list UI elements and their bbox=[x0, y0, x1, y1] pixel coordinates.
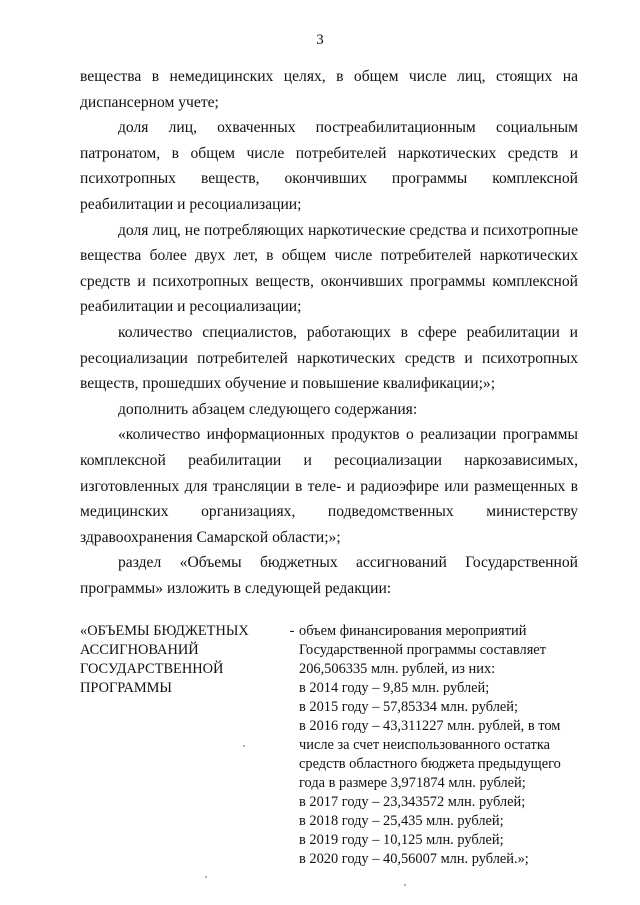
paragraph-3: доля лиц, не потребляющих наркотические средства и психотропные вещества более двух лет, в общем числе потребителей наркотических средств и психотропных веществ, окончивших программы комплексной реабилитации и ресоциализации; bbox=[80, 221, 578, 316]
budget-line: года в размере 3,971874 млн. рублей; bbox=[299, 775, 526, 791]
body-text bbox=[80, 64, 578, 601]
scan-speck bbox=[205, 876, 207, 878]
scan-speck bbox=[404, 884, 406, 886]
budget-line: в 2017 году – 23,343572 млн. рублей; bbox=[299, 794, 526, 810]
budget-title-line: ПРОГРАММЫ bbox=[80, 680, 172, 696]
paragraph-5: дополнить абзацем следующего содержания: bbox=[118, 400, 418, 418]
paragraph-1: вещества в немедицинских целях, в общем числе лиц, стоящих на диспансерном учете; bbox=[80, 68, 578, 111]
budget-line: Государственной программы составляет bbox=[299, 642, 546, 658]
paragraph-2: доля лиц, охваченных постреабилитационным социальным патронатом, в общем числе потребителей наркотических средств и психотропных веществ, окончивших программы комплексной реабилитации и ресоциализации; bbox=[80, 119, 578, 213]
budget-details bbox=[299, 622, 578, 869]
budget-line: числе за счет неиспользованного остатка bbox=[299, 737, 550, 753]
budget-line: в 2016 году – 43,311227 млн. рублей, в том bbox=[299, 718, 561, 734]
budget-dash: - bbox=[289, 623, 295, 639]
budget-title-line: «ОБЪЕМЫ БЮДЖЕТНЫХ bbox=[80, 623, 249, 639]
budget-line: в 2020 году – 40,56007 млн. рублей.»; bbox=[299, 851, 529, 867]
paragraph-6: «количество информационных продуктов о реализации программы комплексной реабилитации и ресоциализации наркозависимых, изготовленных для трансляции в теле- и радиоэфире или размещенных в медицинских организациях, подведомственных министерству здравоохранения Самарской области;»; bbox=[80, 426, 578, 546]
budget-line: 206,506335 млн. рублей, из них: bbox=[299, 661, 496, 677]
scan-speck bbox=[243, 745, 245, 747]
page-number: 3 bbox=[316, 32, 324, 48]
budget-line: объем финансирования мероприятий bbox=[299, 623, 527, 639]
budget-line: в 2014 году – 9,85 млн. рублей; bbox=[299, 680, 490, 696]
budget-line: в 2015 году – 57,85334 млн. рублей; bbox=[299, 699, 518, 715]
budget-line: в 2019 году – 10,125 млн. рублей; bbox=[299, 832, 504, 848]
paragraph-4: количество специалистов, работающих в сфере реабилитации и ресоциализации потребителей наркотических средств и психотропных веществ, прошедших обучение и повышение квалификации;»; bbox=[80, 323, 578, 393]
budget-section bbox=[80, 622, 578, 869]
budget-line: в 2018 году – 25,435 млн. рублей; bbox=[299, 813, 504, 829]
budget-title bbox=[80, 622, 285, 869]
budget-title-line: ГОСУДАРСТВЕННОЙ bbox=[80, 661, 224, 677]
budget-title-line: АССИГНОВАНИЙ bbox=[80, 642, 199, 658]
budget-line: средств областного бюджета предыдущего bbox=[299, 756, 561, 772]
paragraph-7: раздел «Объемы бюджетных ассигнований Государственной программы» изложить в следующей редакции: bbox=[80, 554, 578, 597]
